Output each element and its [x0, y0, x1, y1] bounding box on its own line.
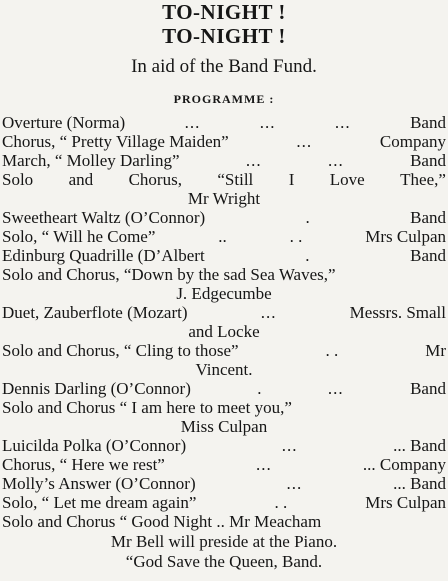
item-title: Solo, “ Will he Come” — [2, 227, 156, 246]
item-word: Chorus, — [128, 170, 182, 189]
item-performer: Mrs Culpan — [365, 227, 446, 246]
item-performer: Mr Wright — [187, 189, 261, 208]
item-performer: and Locke — [188, 322, 260, 341]
item-performer: ... Company — [362, 455, 446, 474]
programme-item — [2, 132, 446, 151]
item-title: Solo and Chorus, “ Cling to those” — [2, 341, 239, 360]
programme-item — [2, 265, 446, 284]
item-title: Sweetheart Waltz (O’Connor) — [2, 208, 206, 227]
programme-item — [2, 398, 446, 417]
item-word: Love — [329, 170, 365, 189]
item-performer: Band — [410, 379, 446, 398]
item-title: Chorus, “ Pretty Village Maiden” — [2, 132, 229, 151]
tonight-heading-repeat: TO-NIGHT ! — [162, 24, 286, 48]
item-performer: Band — [410, 208, 446, 227]
item-performer: ... Band — [393, 436, 446, 455]
leader-dots: . — [305, 246, 310, 265]
item-title: March, “ Molley Darling” — [2, 151, 180, 170]
band-fund-subtitle: In aid of the Band Fund. — [131, 56, 317, 77]
item-title: Overture (Norma) — [2, 113, 126, 132]
leader-dots: . — [305, 208, 310, 227]
leader-dots: ... — [259, 113, 276, 132]
tonight-heading: TO-NIGHT ! — [162, 0, 286, 24]
item-title: Edinburg Quadrille (D’Albert — [2, 246, 205, 265]
programme-label: PROGRAMME : — [173, 92, 275, 106]
item-performer: ... Band — [393, 474, 446, 493]
closing-line: “God Save the Queen, Band. — [125, 552, 323, 571]
item-performer: Company — [379, 132, 446, 151]
item-performer: Mr — [425, 341, 446, 360]
leader-dots: ... — [245, 151, 262, 170]
item-performer: Band — [410, 113, 446, 132]
item-title: Solo and Chorus, “Down by the sad Sea Waves,” — [2, 265, 336, 284]
leader-dots: ... — [327, 151, 344, 170]
programme-item — [2, 474, 446, 493]
item-title: Chorus, “ Here we rest” — [2, 455, 165, 474]
item-performer: Mrs Culpan — [365, 493, 446, 512]
leader-dots: ... — [281, 436, 298, 455]
programme-item — [2, 113, 446, 132]
programme-item — [2, 151, 446, 170]
leader-dots: . . — [274, 493, 288, 512]
item-title: Luicilda Polka (O’Connor) — [2, 436, 187, 455]
programme-item — [2, 455, 446, 474]
item-performer: J. Edgecumbe — [176, 284, 272, 303]
item-word: “Still — [217, 170, 254, 189]
programme-item — [2, 246, 446, 265]
item-title: Solo and Chorus “ Good Night .. Mr Meacham — [2, 512, 322, 531]
leader-dots: ... — [296, 132, 313, 151]
leader-dots: ... — [260, 303, 277, 322]
leader-dots: ... — [334, 113, 351, 132]
item-performer: Band — [410, 151, 446, 170]
leader-dots: . — [257, 379, 262, 398]
programme-item — [2, 512, 446, 531]
leader-dots: . . — [325, 341, 339, 360]
item-title: Dennis Darling (O’Connor) — [2, 379, 191, 398]
leader-dots: ... — [286, 474, 303, 493]
programme-item — [2, 208, 446, 227]
item-performer: Messrs. Small — [349, 303, 446, 322]
leader-dots: ... — [327, 379, 344, 398]
leader-dots: ... — [256, 455, 272, 474]
item-word: Thee,” — [400, 170, 446, 189]
item-title: Molly’s Answer (O’Connor) — [2, 474, 196, 493]
item-word: and — [68, 170, 94, 189]
programme-item — [2, 341, 446, 360]
programme-item — [2, 436, 446, 455]
leader-dots: . . — [289, 227, 303, 246]
item-word: Solo — [2, 170, 34, 189]
item-performer: Band — [410, 246, 446, 265]
programme-item — [2, 303, 446, 322]
piano-note: Mr Bell will preside at the Piano. — [110, 532, 338, 551]
programme-item — [2, 379, 446, 398]
leader-dots: ... — [184, 113, 201, 132]
item-title: Duet, Zauberflote (Mozart) — [2, 303, 188, 322]
programme-item — [2, 170, 446, 189]
leader-dots: .. — [218, 227, 227, 246]
programme-item — [2, 227, 446, 246]
item-title: Solo and Chorus “ I am here to meet you,” — [2, 398, 292, 417]
item-title: Solo, “ Let me dream again” — [2, 493, 197, 512]
item-word: I — [288, 170, 295, 189]
item-performer: Vincent. — [195, 360, 253, 379]
item-performer: Miss Culpan — [180, 417, 268, 436]
programme-item — [2, 493, 446, 512]
